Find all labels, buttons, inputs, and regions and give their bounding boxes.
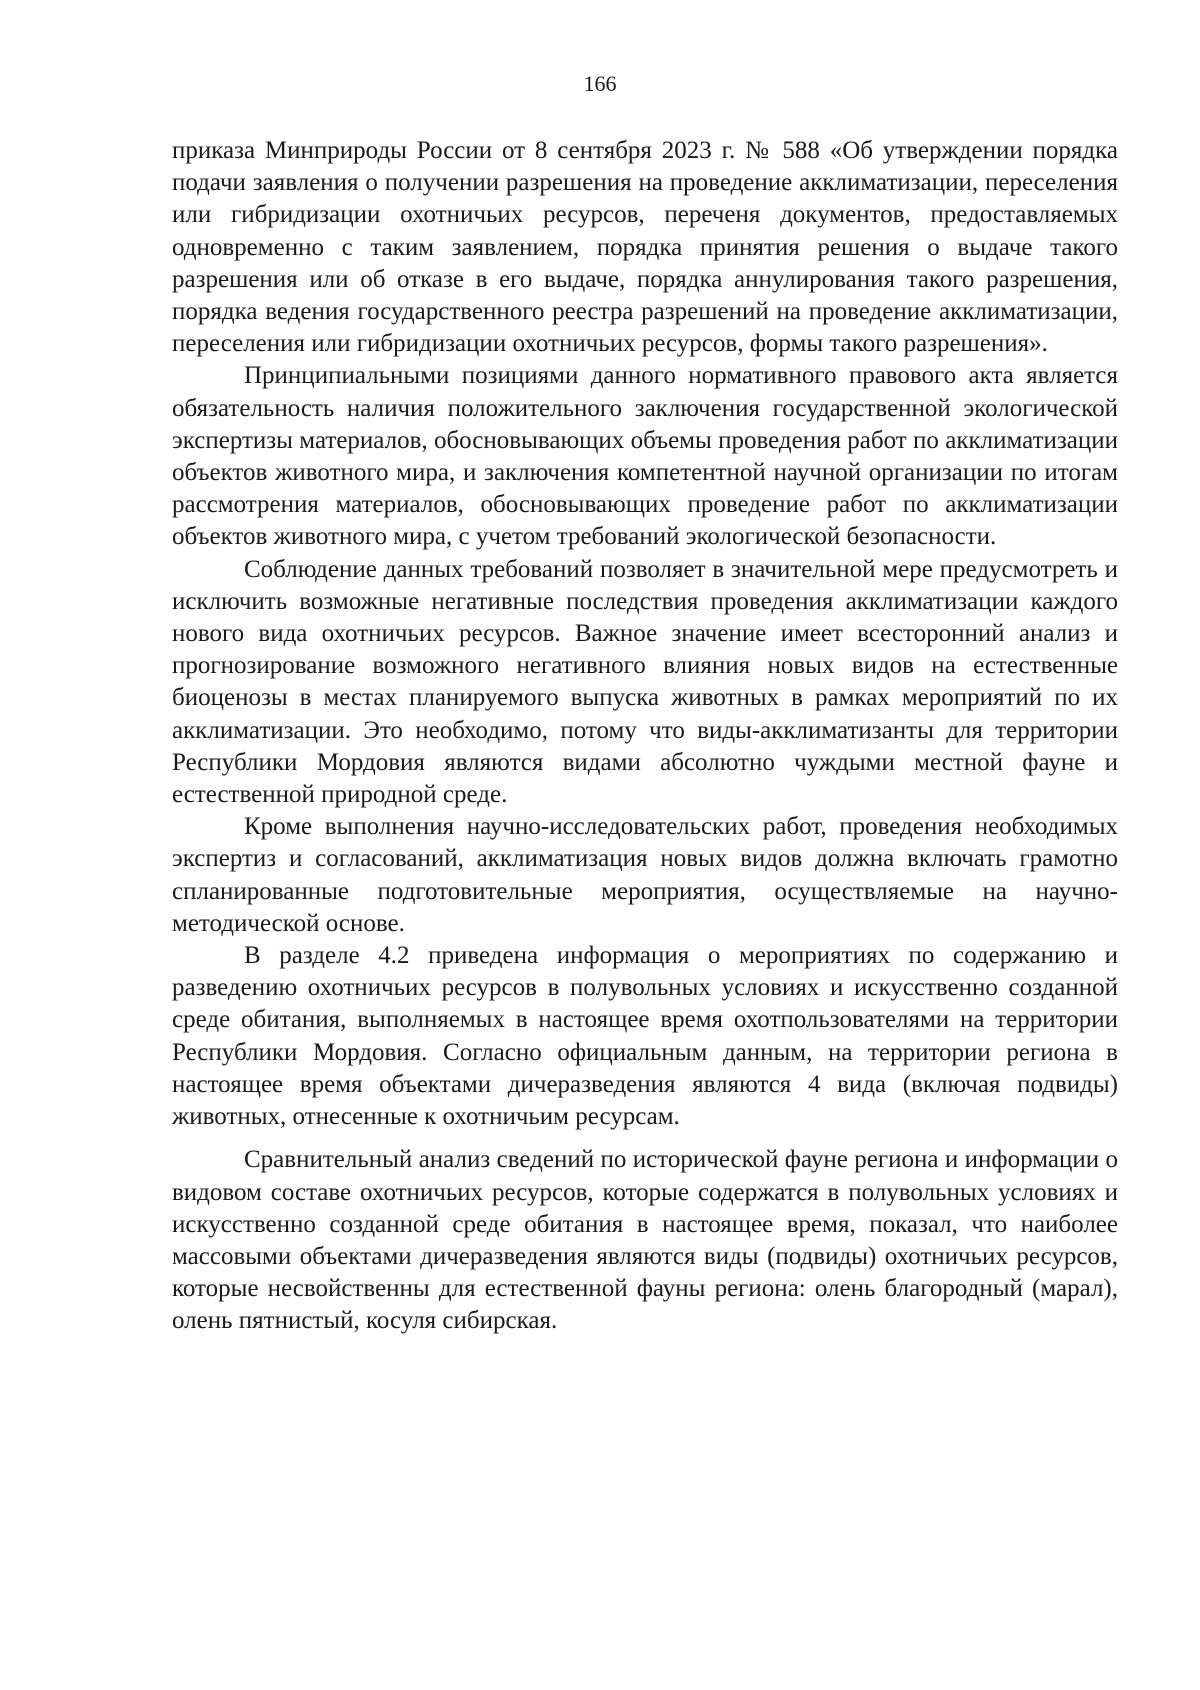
paragraph-continuation: приказа Минприроды России от 8 сентября 2023 г. № 588 «Об утверждении порядка подачи заявления о получении разрешения на проведение акклиматизации, переселения или гибридизации охотничьих ресурсов, переченя документов, предоставляемых одновременно с таким заявлением, порядка принятия решения о выдаче такого разрешения или об отказе в его выдаче, порядка аннулирования такого разрешения, порядка ведения государственного реестра разрешений на проведение акклиматизации, переселения или гибридизации охотничьих ресурсов, формы такого разрешения». <box>172 137 1118 358</box>
paragraph-comparative-analysis: Сравнительный анализ сведений по исторической фауне региона и информации о видовом составе охотничьих ресурсов, которые содержатся в полувольных условиях и искусственно созданной среде обитания в настоящее время, показал, что наиболее массовыми объектами дичеразведения являются виды (подвиды) охотничьих ресурсов, которые несвойственны для естественной фауны региона: олень благородный (марал), олень пятнистый, косуля сибирская. <box>172 1146 1118 1335</box>
paragraph-requirements-compliance: Соблюдение данных требований позволяет в значительной мере предусмотреть и исключить возможные негативные последствия проведения акклиматизации каждого нового вида охотничьих ресурсов. Важное значение имеет всесторонний анализ и прогнозирование возможного негативного влияния новых видов на естественные биоценозы в местах планируемого выпуска животных в рамках мероприятий по их акклиматизации. Это необходимо, потому что виды-акклиматизанты для территории Республики Мордовия являются видами абсолютно чуждыми местной фауне и естественной природной среде. <box>172 555 1118 809</box>
paragraph-research-work: Кроме выполнения научно-исследовательских работ, проведения необходимых экспертиз и согласований, акклиматизация новых видов должна включать грамотно спланированные подготовительные мероприятия, осуществляемые на научно-методической основе. <box>172 813 1118 937</box>
body-text <box>172 135 1118 1338</box>
page-number: 166 <box>583 71 617 96</box>
paragraph-section-4-2: В разделе 4.2 приведена информация о мероприятиях по содержанию и разведению охотничьих ресурсов в полувольных условиях и искусственно созданной среде обитания, выполняемых в настоящее время охотпользователями на территории Республики Мордовия. Согласно официальным данным, на территории региона в настоящее время объектами дичеразведения являются 4 вида (включая подвиды) животных, отнесенные к охотничьим ресурсам. <box>172 942 1118 1131</box>
paragraph-principal-positions: Принципиальными позициями данного нормативного правового акта является обязательность наличия положительного заключения государственной экологической экспертизы материалов, обосновывающих объемы проведения работ по акклиматизации объектов животного мира, и заключения компетентной научной организации по итогам рассмотрения материалов, обосновывающих проведение работ по акклиматизации объектов животного мира, с учетом требований экологической безопасности. <box>172 362 1118 551</box>
